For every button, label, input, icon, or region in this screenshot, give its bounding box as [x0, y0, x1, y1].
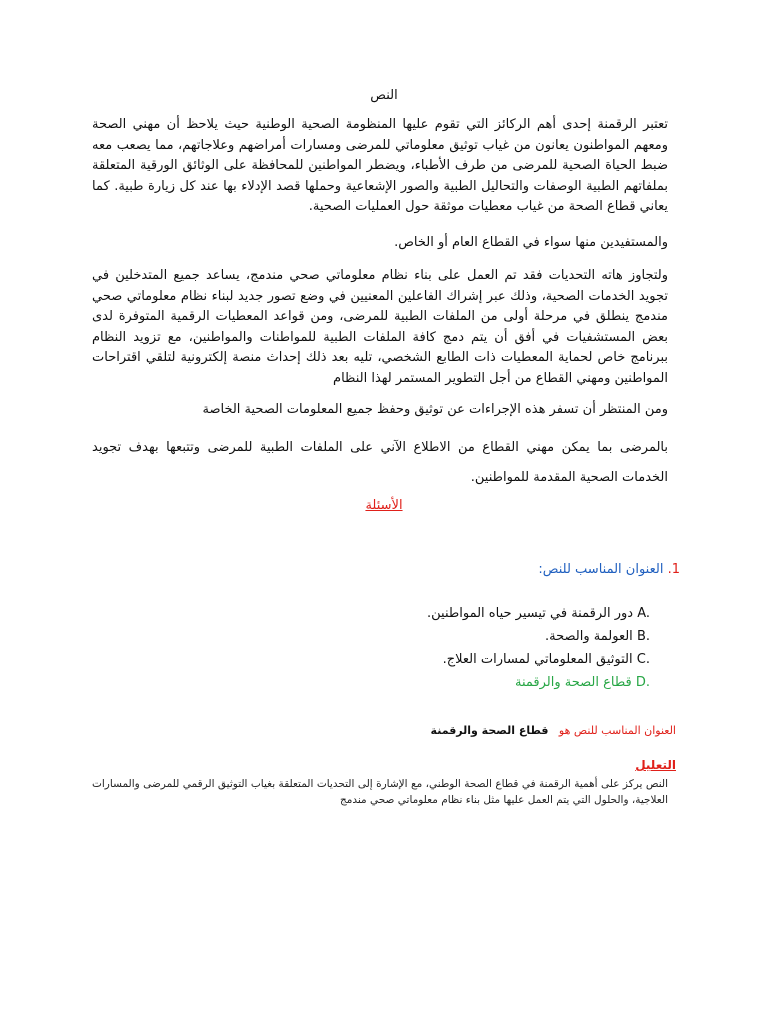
option-d[interactable] — [515, 673, 650, 693]
question-1 — [538, 560, 680, 580]
option-letter: B. — [636, 629, 650, 644]
option-c[interactable] — [443, 650, 650, 670]
option-b[interactable] — [545, 627, 650, 647]
option-text: دور الرقمنة في تيسير حياه المواطنين. — [427, 606, 634, 621]
option-text: العولمة والصحة. — [545, 629, 633, 644]
question-number: 1. — [667, 562, 680, 577]
answer-prefix: العنوان المناسب للنص هو — [558, 724, 676, 737]
option-letter: A. — [637, 606, 650, 621]
option-text: التوثيق المعلوماتي لمسارات العلاج. — [442, 652, 633, 667]
option-text: قطاع الصحة والرقمنة — [514, 675, 632, 690]
paragraph-2: والمستفيدين منها سواء في القطاع العام أو الخاص. — [394, 235, 668, 250]
paragraph-3: ولتجاوز هاته التحديات فقد تم العمل على بناء نظام معلوماتي صحي مندمج، يساعد جميع المتدخلين في تجويد الخدمات الصحية، وذلك عبر إشراك الفاعلين المعنيين في وضع تصور جديد لبناء نظام معلوماتي صحي مندمج ينطلق في مرحلة أولى من الملفات الطبية للمرضى، ومن قواعد المعطيات الرقمية المتوفرة لدى بعض المستشفيات في أفق أن يتم دمج كافة الملفات الطبية للمواطنات والمواطنين، مع تزويد النظام ببرنامج خاص لحماية المعطيات ذات الطابع الشخصي، تليه بعد ذلك إحداث منصة إلكترونية لتلقي اقتراحات المواطنين ومهني القطاع من أجل التطوير المستمر لهذا النظام — [92, 268, 668, 386]
question-text: العنوان المناسب للنص: — [538, 562, 664, 577]
document-title: النص — [370, 88, 398, 103]
paragraph-4: ومن المنتظر أن تسفر هذه الإجراءات عن توثيق وحفظ جميع المعلومات الصحية الخاصة — [202, 402, 668, 417]
option-letter: D. — [635, 675, 650, 690]
answer-line — [431, 722, 676, 740]
paragraph-1: تعتبر الرقمنة إحدى أهم الركائز التي تقوم عليها المنظومة الصحية الوطنية حيث يلاحظ أن مهني الصحة ومعهم المواطنون يعانون من غياب توثيق معلوماتي للمرضى ومسارات أمراضهم وعلاجاتهم، مما يصعب معه ضبط الحياة الصحية للمرضى من طرف الأطباء، ويضطر المواطنين للمحافظة على الوثائق الورقية المتعلقة بملفاتهم الطبية الوصفات والتحاليل الطبية والصور الإشعاعية وحملها قصد الإدلاء بها عند كل زيارة طبية. كما يعاني قطاع الصحة من غياب معطيات موثقة حول العمليات الصحية. — [92, 117, 668, 214]
answer-value: قطاع الصحة والرقمنة — [430, 724, 549, 737]
questions-heading: الأسئلة — [365, 498, 403, 513]
option-letter: C. — [636, 652, 650, 667]
paragraph-5: بالمرضى بما يمكن مهني القطاع من الاطلاع الآني على الملفات الطبية للمرضى وتتبعها بهدف تجويد الخدمات الصحية المقدمة للمواطنين. — [92, 440, 668, 485]
justification-heading: التعليل — [635, 758, 676, 772]
option-a[interactable] — [427, 604, 650, 624]
justification-text: النص يركز على أهمية الرقمنة في قطاع الصحة الوطني، مع الإشارة إلى التحديات المتعلقة بغياب التوثيق الرقمي للمرضى والمسارات العلاجية، والحلول التي يتم العمل عليها مثل بناء نظام معلوماتي صحي مندمج — [92, 778, 668, 806]
